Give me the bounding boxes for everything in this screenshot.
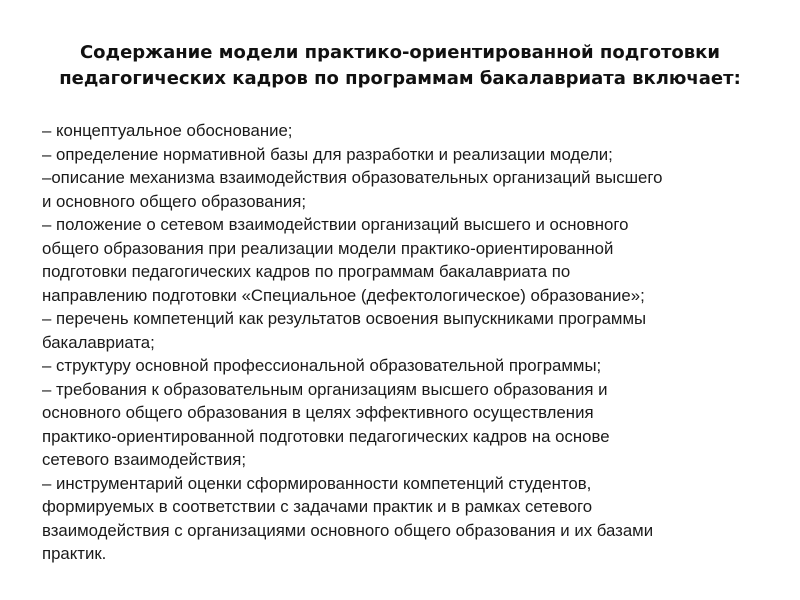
body-line: взаимодействия с организациями основного общего образования и их базами bbox=[42, 520, 654, 540]
title-line: Содержание модели практико-ориентированной подготовки bbox=[79, 42, 721, 63]
slide-body bbox=[42, 119, 782, 566]
body-line: подготовки педагогических кадров по программам бакалавриата по bbox=[42, 262, 571, 281]
body-line: – перечень компетенций как результатов освоения выпускниками программы bbox=[42, 309, 647, 328]
body-line: общего образования при реализации модели практико-ориентированной bbox=[42, 238, 614, 258]
body-line: – определение нормативной базы для разработки и реализации модели; bbox=[42, 144, 613, 164]
body-line: сетевого взаимодействия; bbox=[42, 450, 247, 469]
body-line: – концептуальное обоснование; bbox=[42, 121, 293, 140]
body-line: практико-ориентированной подготовки педагогических кадров на основе bbox=[42, 426, 610, 446]
body-line: и основного общего образования; bbox=[42, 191, 306, 211]
body-line: – инструментарий оценки сформированности компетенций студентов, bbox=[42, 473, 592, 493]
slide-title bbox=[0, 40, 800, 92]
body-line: – требования к образовательным организациям высшего образования и bbox=[42, 379, 608, 399]
body-line: – структуру основной профессиональной образовательной программы; bbox=[42, 356, 602, 375]
body-line: направлению подготовки «Специальное (дефектологическое) образование»; bbox=[42, 285, 645, 305]
body-line: –описание механизма взаимодействия образовательных организаций высшего bbox=[42, 168, 663, 187]
body-line: бакалавриата; bbox=[42, 332, 155, 352]
body-line: – положение о сетевом взаимодействии организаций высшего и основного bbox=[42, 215, 629, 234]
body-line: формируемых в соответствии с задачами практик и в рамках сетевого bbox=[42, 497, 593, 516]
body-line: практик. bbox=[42, 544, 107, 563]
body-line: основного общего образования в целях эффективного осуществления bbox=[42, 403, 594, 422]
title-line: педагогических кадров по программам бакалавриата включает: bbox=[59, 68, 741, 89]
